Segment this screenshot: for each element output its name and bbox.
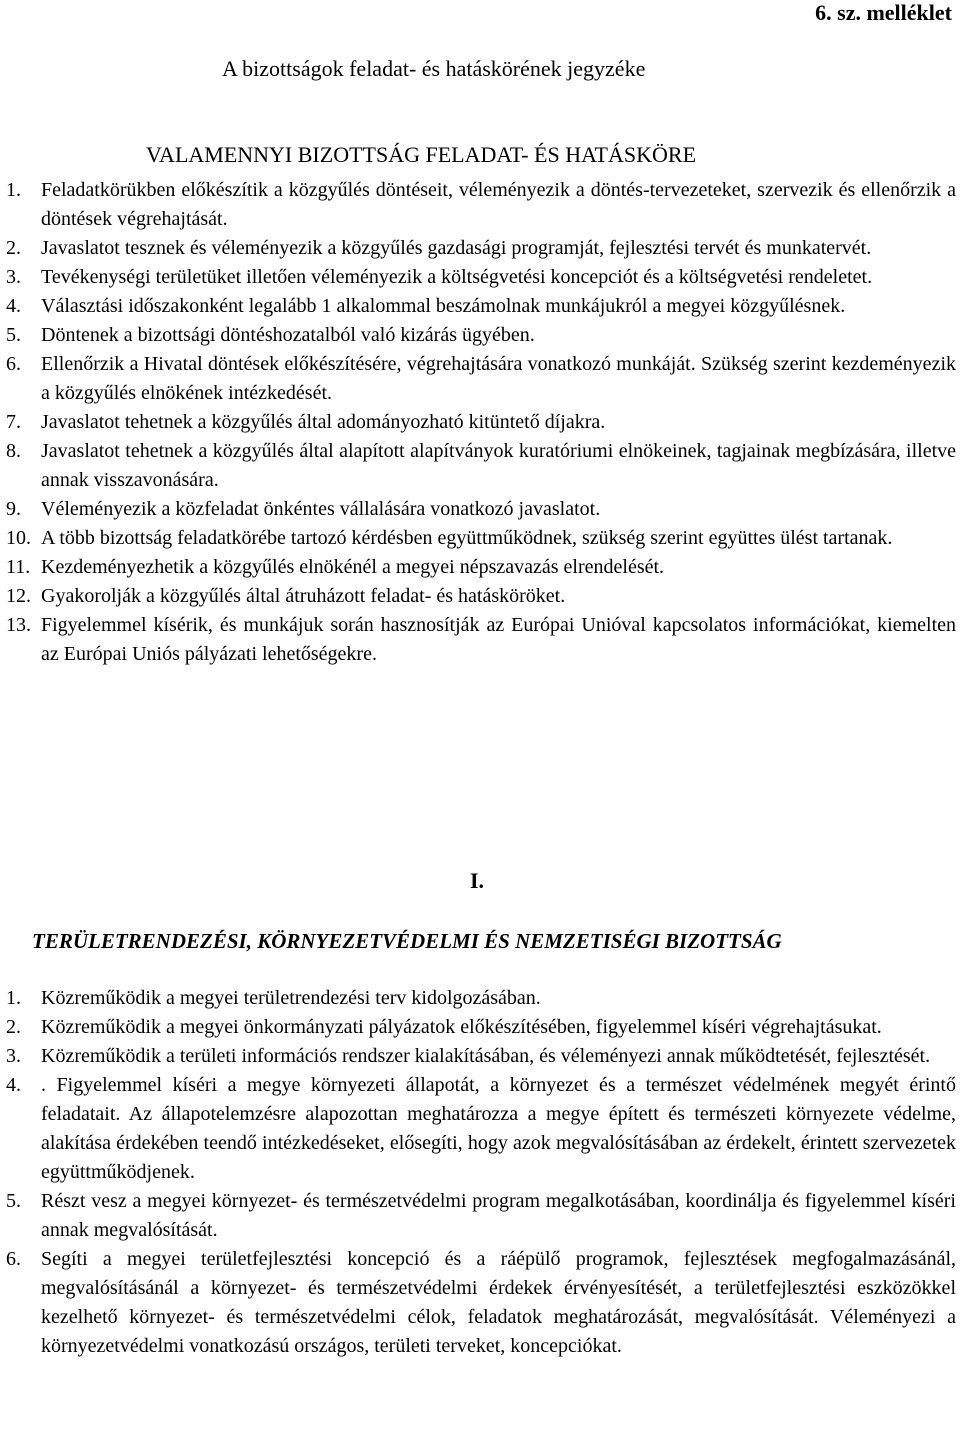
list-item: [0, 611, 960, 669]
item-number: 7.: [6, 411, 21, 433]
item-number: 6.: [6, 353, 21, 375]
annex-label: 6. sz. melléklet: [815, 0, 952, 25]
item-text: Részt vesz a megyei környezet- és természetvédelmi program megalkotásában, koordinálja és figyelemmel kíséri annak megvalósítását.: [41, 1190, 956, 1241]
item-text: Javaslatot tehetnek a közgyűlés által adományozható kitüntető díjakra.: [41, 411, 606, 433]
list-item: [0, 321, 960, 350]
item-text: Döntenek a bizottsági döntéshozatalból való kizárás ügyében.: [41, 324, 535, 346]
item-number: 12.: [6, 585, 31, 607]
item-number: 3.: [6, 266, 21, 288]
list-item: [0, 1187, 960, 1245]
list-item: [0, 495, 960, 524]
item-text: Ellenőrzik a Hivatal döntések előkészítésére, végrehajtására vonatkozó munkáját. Szükség szerint kezdeményezik a közgyűlés elnökének intézkedését.: [41, 353, 956, 404]
list-item: [0, 292, 960, 321]
item-text: Segíti a megyei területfejlesztési koncepció és a ráépülő programok, fejlesztések megfogalmazásánál, megvalósításánál a környezet- és természetvédelmi érdekek érvényesítését, a területfejlesztési eszközökkel kezelhető környezet- és természetvédelmi célok, feladatok meghatározását, megvalósítását. Véleményezi a környezetvédelmi vonatkozású országos, területi terveket, koncepciókat.: [41, 1248, 956, 1357]
general-section-heading: VALAMENNYI BIZOTTSÁG FELADAT- ÉS HATÁSKÖRE: [146, 142, 697, 167]
item-number: 10.: [6, 527, 31, 549]
item-text: Közreműködik a megyei területrendezési terv kidolgozásában.: [41, 987, 541, 1009]
item-number: 13.: [6, 614, 31, 636]
item-number: 1.: [6, 179, 21, 201]
item-text: Javaslatot tehetnek a közgyűlés által alapított alapítványok kuratóriumi elnökeinek, tagjainak megbízására, illetve annak visszavonására.: [41, 440, 956, 491]
item-number: 1.: [6, 987, 21, 1009]
list-item: [0, 176, 960, 234]
item-number: 9.: [6, 498, 21, 520]
list-item: [0, 582, 960, 611]
item-number: 6.: [6, 1248, 21, 1270]
list-item: [0, 234, 960, 263]
item-number: 2.: [6, 1016, 21, 1038]
list-item: [0, 1013, 960, 1042]
item-number: 2.: [6, 237, 21, 259]
list-item: [0, 408, 960, 437]
item-text: Gyakorolják a közgyűlés által átruházott feladat- és hatásköröket.: [41, 585, 566, 607]
item-text: Közreműködik a megyei önkormányzati pályázatok előkészítésében, figyelemmel kíséri végrehajtásukat.: [41, 1016, 882, 1038]
item-number: 4.: [6, 1074, 21, 1096]
item-text: Véleményezik a közfeladat önkéntes vállalására vonatkozó javaslatot.: [41, 498, 601, 520]
item-text: Közreműködik a területi információs rendszer kialakításában, és véleményezi annak működtetését, fejlesztését.: [41, 1045, 931, 1067]
committee-roman-numeral: I.: [470, 868, 485, 893]
list-item: [0, 437, 960, 495]
list-item: [0, 1245, 960, 1361]
general-duties-list: [0, 176, 960, 669]
list-item: [0, 1042, 960, 1071]
item-number: 8.: [6, 440, 21, 462]
item-text: Javaslatot tesznek és véleményezik a közgyűlés gazdasági programját, fejlesztési tervét és munkatervét.: [41, 237, 872, 259]
item-number: 4.: [6, 295, 21, 317]
item-text: Választási időszakonként legalább 1 alkalommal beszámolnak munkájukról a megyei közgyűlésnek.: [41, 295, 846, 317]
document-title: A bizottságok feladat- és hatáskörének jegyzéke: [222, 56, 646, 81]
committee-duties-list: [0, 984, 960, 1361]
list-item: [0, 1071, 960, 1187]
item-number: 5.: [6, 1190, 21, 1212]
list-item: [0, 524, 960, 553]
item-text: Figyelemmel kísérik, és munkájuk során hasznosítják az Európai Unióval kapcsolatos információkat, kiemelten az Európai Uniós pályázati lehetőségekre.: [41, 614, 956, 665]
list-item: [0, 350, 960, 408]
item-number: 3.: [6, 1045, 21, 1067]
item-text: A több bizottság feladatkörébe tartozó kérdésben együttműködnek, szükség szerint együttes ülést tartanak.: [41, 527, 893, 549]
item-text: Kezdeményezhetik a közgyűlés elnökénél a megyei népszavazás elrendelését.: [41, 556, 665, 578]
item-number: 5.: [6, 324, 21, 346]
list-item: [0, 984, 960, 1013]
committee-title: TERÜLETRENDEZÉSI, KÖRNYEZETVÉDELMI ÉS NEMZETISÉGI BIZOTTSÁG: [32, 929, 782, 953]
item-number: 11.: [6, 556, 31, 578]
list-item: [0, 553, 960, 582]
item-text: Feladatkörükben előkészítik a közgyűlés döntéseit, véleményezik a döntés-tervezeteket, szervezik és ellenőrzik a döntések végrehajtását.: [41, 179, 956, 230]
item-text: . Figyelemmel kíséri a megye környezeti állapotát, a környezet és a természet védelmének megyét érintő feladatait. Az állapotelemzésre alapozottan meghatározza a megye épített és természeti környezete védelme, alakítása érdekében teendő intézkedéseket, elősegíti, hogy azok megvalósításában az érdekelt, érintett szervezetek együttműködjenek.: [41, 1074, 956, 1183]
item-text: Tevékenységi területüket illetően véleményezik a költségvetési koncepciót és a költségvetési rendeletet.: [41, 266, 873, 288]
list-item: [0, 263, 960, 292]
